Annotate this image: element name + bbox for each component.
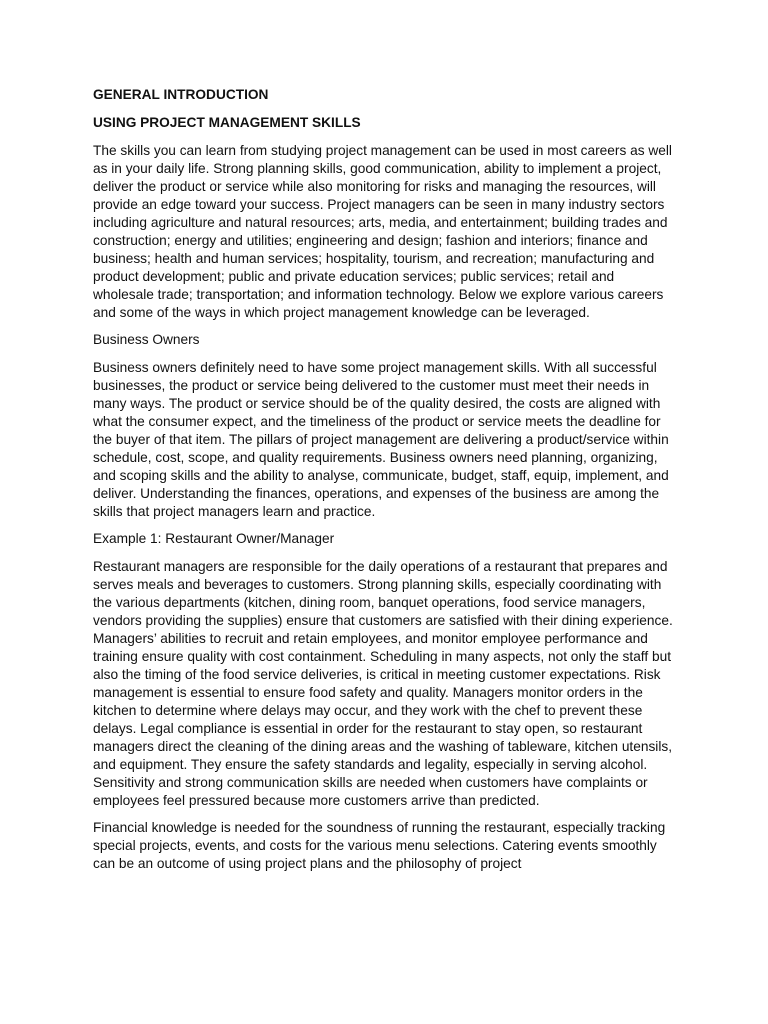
financial-paragraph: Financial knowledge is needed for the soundness of running the restaurant, especially tracking special projects, events, and costs for the various menu selections. Catering events smoothly can be an outcome of using project plans and the philosophy of project <box>93 820 666 871</box>
restaurant-paragraph: Restaurant managers are responsible for the daily operations of a restaurant that prepares and serves meals and beverages to customers. Strong planning skills, especially coordinating with the various departments (kitchen, dining room, banquet operations, food service managers, vendors providing the supplies) ensure that customers are satisfied with their dining experience. Managers’ abilities to recruit and retain employees, and monitor employee performance and training ensure quality with cost containment. Scheduling in many aspects, not only the staff but also the timing of the food service deliveries, is critical in meeting customer expectations. Risk management is essential to ensure food safety and quality. Managers monitor orders in the kitchen to determine where delays may occur, and they work with the chef to prevent these delays. Legal compliance is essential in order for the restaurant to stay open, so restaurant managers direct the cleaning of the dining areas and the washing of tableware, kitchen utensils, and equipment. They ensure the safety standards and legality, especially in serving alcohol. Sensitivity and strong communication skills are needed when customers have complaints or employees feel pressured because more customers arrive than predicted. <box>93 559 673 808</box>
intro-paragraph: The skills you can learn from studying project management can be used in most careers as well as in your daily life. Strong planning skills, good communication, ability to implement a project, deliver the product or service while also monitoring for risks and managing the resources, will provide an edge toward your success. Project managers can be seen in many industry sectors including agriculture and natural resources; arts, media, and entertainment; building trades and construction; energy and utilities; engineering and design; fashion and interiors; finance and business; health and human services; hospitality, tourism, and recreation; manufacturing and product development; public and private education services; public services; retail and wholesale trade; transportation; and information technology. Below we explore various careers and some of the ways in which project management knowledge can be leveraged. <box>93 143 672 320</box>
section-title-business-owners: Business Owners <box>93 332 200 347</box>
section-title-example-1: Example 1: Restaurant Owner/Manager <box>93 531 335 546</box>
heading-using-project-management-skills: USING PROJECT MANAGEMENT SKILLS <box>93 115 361 130</box>
business-owners-paragraph: Business owners definitely need to have some project management skills. With all successful businesses, the product or service being delivered to the customer must meet their needs in many ways. The product or service should be of the quality desired, the costs are aligned with what the consumer expect, and the timeliness of the product or service meets the deadline for the buyer of that item. The pillars of project management are delivering a product/service within schedule, cost, scope, and quality requirements. Business owners need planning, organizing, and scoping skills and the ability to analyse, communicate, budget, staff, equip, implement, and deliver. Understanding the finances, operations, and expenses of the business are among the skills that project managers learn and practice. <box>93 360 669 519</box>
heading-general-introduction: GENERAL INTRODUCTION <box>93 87 269 102</box>
